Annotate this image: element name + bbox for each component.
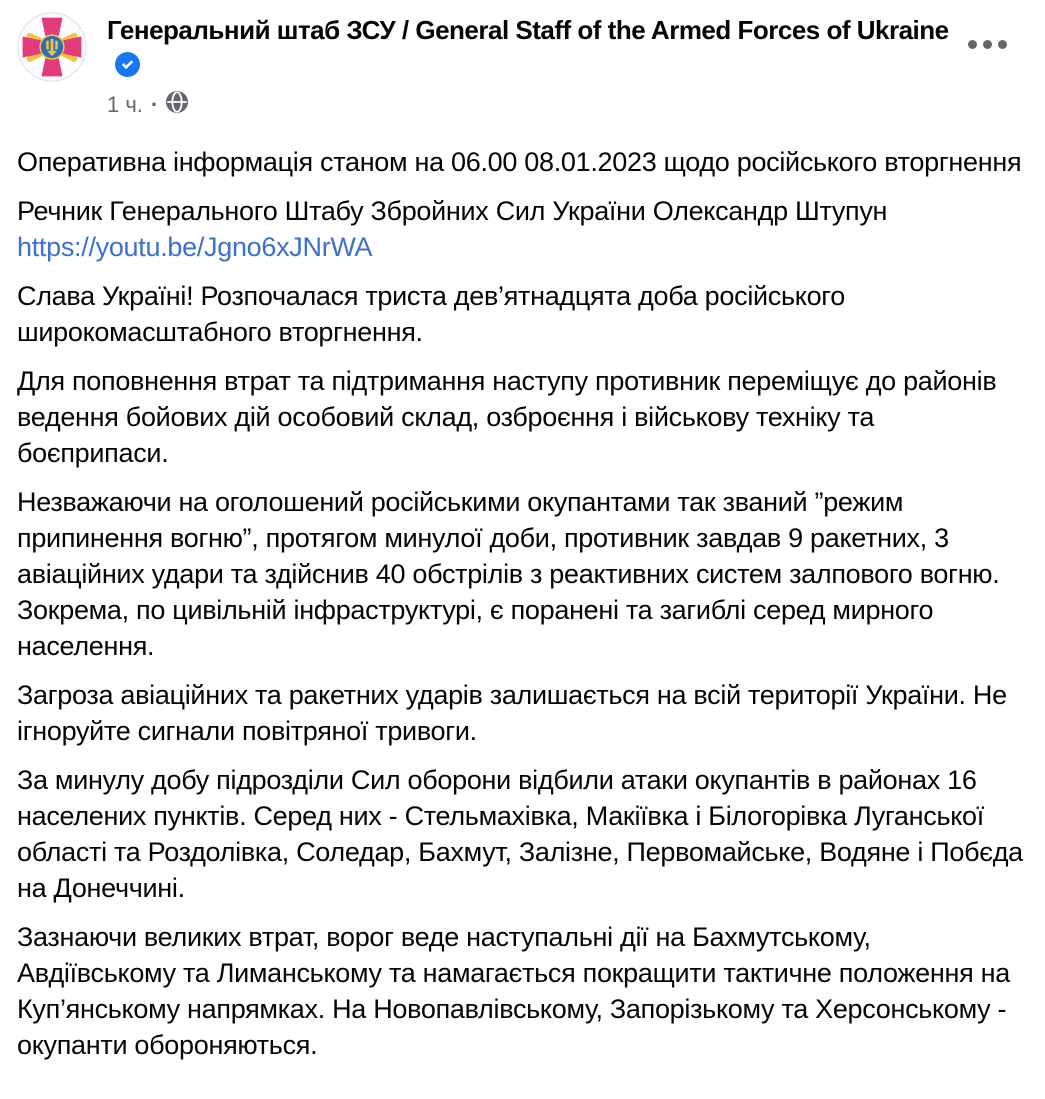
post-header [0, 0, 1045, 119]
post-paragraph [17, 762, 1028, 906]
ellipsis-dot [998, 40, 1007, 49]
page-name-link[interactable]: Генеральний штаб ЗСУ / General Staff of the Armed Forces of Ukraine [107, 15, 949, 45]
paragraph-text: Незважаючи на оголошений російськими окупантами так званий ”режим припинення вогню”, протягом минулої доби, противник завдав 9 ракетних, 3 авіаційних удари та здійснив 40 обстрілів з реактивних систем залпового вогню. Зокрема, по цивільній інфраструктурі, є поранені та загиблі серед мирного населення. [17, 487, 1000, 661]
ellipsis-dot [968, 40, 977, 49]
post-body [0, 119, 1045, 1079]
paragraph-text: Оперативна інформація станом на 06.00 08.01.2023 щодо російського вторгнення [17, 147, 1022, 177]
post-paragraph [17, 363, 1028, 471]
page-name-row [107, 13, 975, 85]
meta-separator: · [150, 92, 159, 117]
paragraph-text: Загроза авіаційних та ракетних ударів залишається на всій території України. Не ігноруйте сигнали повітряної тривоги. [17, 680, 1007, 746]
post-paragraph [17, 278, 1028, 350]
post-paragraph [17, 677, 1028, 749]
paragraph-text: Речник Генерального Штабу Збройних Сил України Олександр Штупун [17, 196, 888, 226]
header-info [107, 12, 975, 119]
paragraph-text: Слава Україні! Розпочалася триста дев’ятнадцята доба російського широкомасштабного вторгнення. [17, 281, 845, 347]
page-avatar[interactable] [17, 12, 87, 82]
paragraph-text: Для поповнення втрат та підтримання наступу противник переміщує до районів ведення бойових дій особовий склад, озброєння і військову техніку та боєприпаси. [17, 366, 997, 468]
youtube-link[interactable]: https://youtu.be/Jgno6xJNrWA [17, 232, 373, 262]
paragraph-text: За минулу добу підрозділи Сил оборони відбили атаки окупантів в районах 16 населених пунктів. Серед них - Стельмахівка, Макіївка і Білогорівка Луганської області та Роздолівка, Соледар, Бахмут, Залізне, Первомайське, Водяне і Побєда на Донеччині. [17, 765, 1023, 903]
post-paragraph [17, 919, 1028, 1063]
globe-icon [166, 91, 188, 119]
general-staff-emblem-icon [17, 12, 87, 82]
ellipsis-dot [983, 40, 992, 49]
post-paragraph [17, 144, 1028, 180]
more-options-button[interactable] [958, 30, 1017, 59]
post-paragraph [17, 193, 1028, 265]
post-timestamp[interactable]: 1 ч. [107, 92, 143, 117]
post-meta-row [107, 91, 975, 119]
post-paragraph [17, 484, 1028, 664]
verified-badge-icon [115, 51, 140, 85]
paragraph-text: Зазнаючи великих втрат, ворог веде наступальні дії на Бахмутському, Авдіївському та Лиманському та намагається покращити тактичне положення на Куп’янському напрямках. На Новопавлівському, Запорізькому та Херсонському - окупанти обороняються. [17, 922, 1010, 1060]
